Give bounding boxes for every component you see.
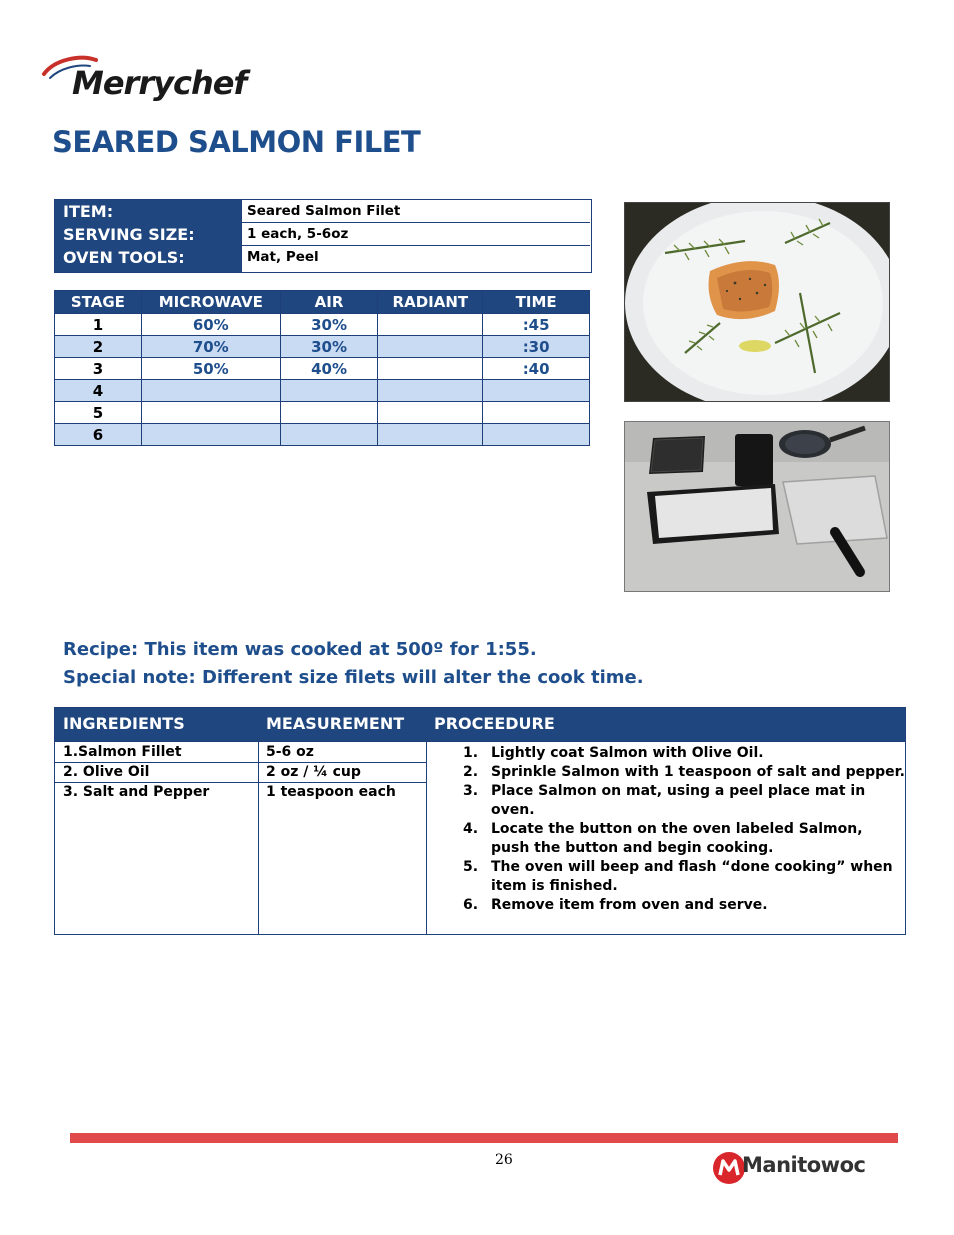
stage-cell: 2 [55,336,142,358]
step-number: 5. [463,859,479,875]
item-value: Seared Salmon Filet [241,200,590,223]
stage-cell: 5 [55,402,142,424]
ingredient-cell: 2. Olive Oil [63,764,150,780]
ingredients-header: INGREDIENTS [63,714,185,733]
ingredients-table-header [54,707,906,742]
step-number: 3. [463,783,479,799]
radiant-cell [378,314,483,336]
measurement-cell: 1 teaspoon each [266,784,396,800]
table-row [55,358,590,380]
air-cell [280,402,378,424]
ingredient-cell: 1.Salmon Fillet [63,744,182,760]
air-cell: 30% [280,336,378,358]
stage-cell: 3 [55,358,142,380]
footer-divider-bar [70,1133,898,1143]
stage-header: STAGE [55,291,142,314]
time-cell: :45 [483,314,590,336]
oven-tools-label: OVEN TOOLS: [63,248,185,267]
microwave-cell [141,380,280,402]
page-title: SEARED SALMON FILET [52,125,421,159]
radiant-cell [378,380,483,402]
measurement-cell: 5-6 oz [266,744,314,760]
measurement-header: MEASUREMENT [266,714,405,733]
serving-size-value: 1 each, 5-6oz [241,223,590,246]
step-number: 2. [463,764,479,780]
table-row [55,336,590,358]
step-text: Locate the button on the oven labeled Salmon, push the button and begin cooking. [491,821,863,856]
serving-size-label: SERVING SIZE: [63,225,195,244]
column-divider [426,742,427,934]
time-header: TIME [483,291,590,314]
table-row [55,380,590,402]
procedure-steps [455,744,905,915]
stage-cell: 4 [55,380,142,402]
time-cell [483,402,590,424]
list-item [455,820,905,858]
oven-tools-value: Mat, Peel [241,246,590,272]
time-cell: :40 [483,358,590,380]
list-item [455,896,905,915]
time-cell: :30 [483,336,590,358]
radiant-cell [378,424,483,446]
step-text: Place Salmon on mat, using a peel place mat in oven. [491,783,866,818]
time-cell [483,380,590,402]
time-cell [483,424,590,446]
step-number: 1. [463,745,479,761]
manitowoc-m-icon [712,1151,746,1185]
microwave-cell: 60% [141,314,280,336]
microwave-header: MICROWAVE [141,291,280,314]
microwave-cell: 70% [141,336,280,358]
ingredient-cell: 3. Salt and Pepper [63,784,210,800]
merrychef-logo [40,52,260,110]
radiant-cell [378,402,483,424]
microwave-cell: 50% [141,358,280,380]
measurement-cell: 2 oz / ¼ cup [266,764,361,780]
table-row [55,424,590,446]
microwave-cell [141,402,280,424]
microwave-cell [141,424,280,446]
air-header: AIR [280,291,378,314]
step-number: 4. [463,821,479,837]
list-item [455,744,905,763]
plated-salmon-photo [624,202,890,402]
air-cell [280,424,378,446]
list-item [455,858,905,896]
column-divider [258,742,259,934]
step-text: Remove item from oven and serve. [491,897,768,913]
logo-wordmark: Merrychef [72,64,247,102]
air-cell: 40% [280,358,378,380]
cook-stage-table [54,290,590,446]
ingredients-table-body [54,742,906,935]
manitowoc-wordmark: Manitowoc [742,1153,866,1177]
stage-cell: 6 [55,424,142,446]
radiant-cell [378,336,483,358]
air-cell [280,380,378,402]
step-number: 6. [463,897,479,913]
table-row [55,402,590,424]
step-text: The oven will beep and flash “done cooking” when item is finished. [491,859,893,894]
step-text: Lightly coat Salmon with Olive Oil. [491,745,764,761]
page-number: 26 [495,1152,513,1168]
manitowoc-logo [712,1150,866,1186]
info-values [241,200,591,272]
recipe-line: Recipe: This item was cooked at 500º for 1:55. [63,639,537,660]
radiant-header: RADIANT [378,291,483,314]
list-item [455,763,905,782]
table-row [55,314,590,336]
radiant-cell [378,358,483,380]
list-item [455,782,905,820]
special-note-line: Special note: Different size filets will alter the cook time. [63,667,644,688]
procedure-header: PROCEEDURE [434,714,555,733]
stage-cell: 1 [55,314,142,336]
oven-tools-photo [624,421,890,592]
air-cell: 30% [280,314,378,336]
info-labels [55,200,241,272]
step-text: Sprinkle Salmon with 1 teaspoon of salt and pepper. [491,764,905,780]
recipe-notes [63,636,644,692]
item-label: ITEM: [63,202,114,221]
item-info-table [54,199,592,273]
